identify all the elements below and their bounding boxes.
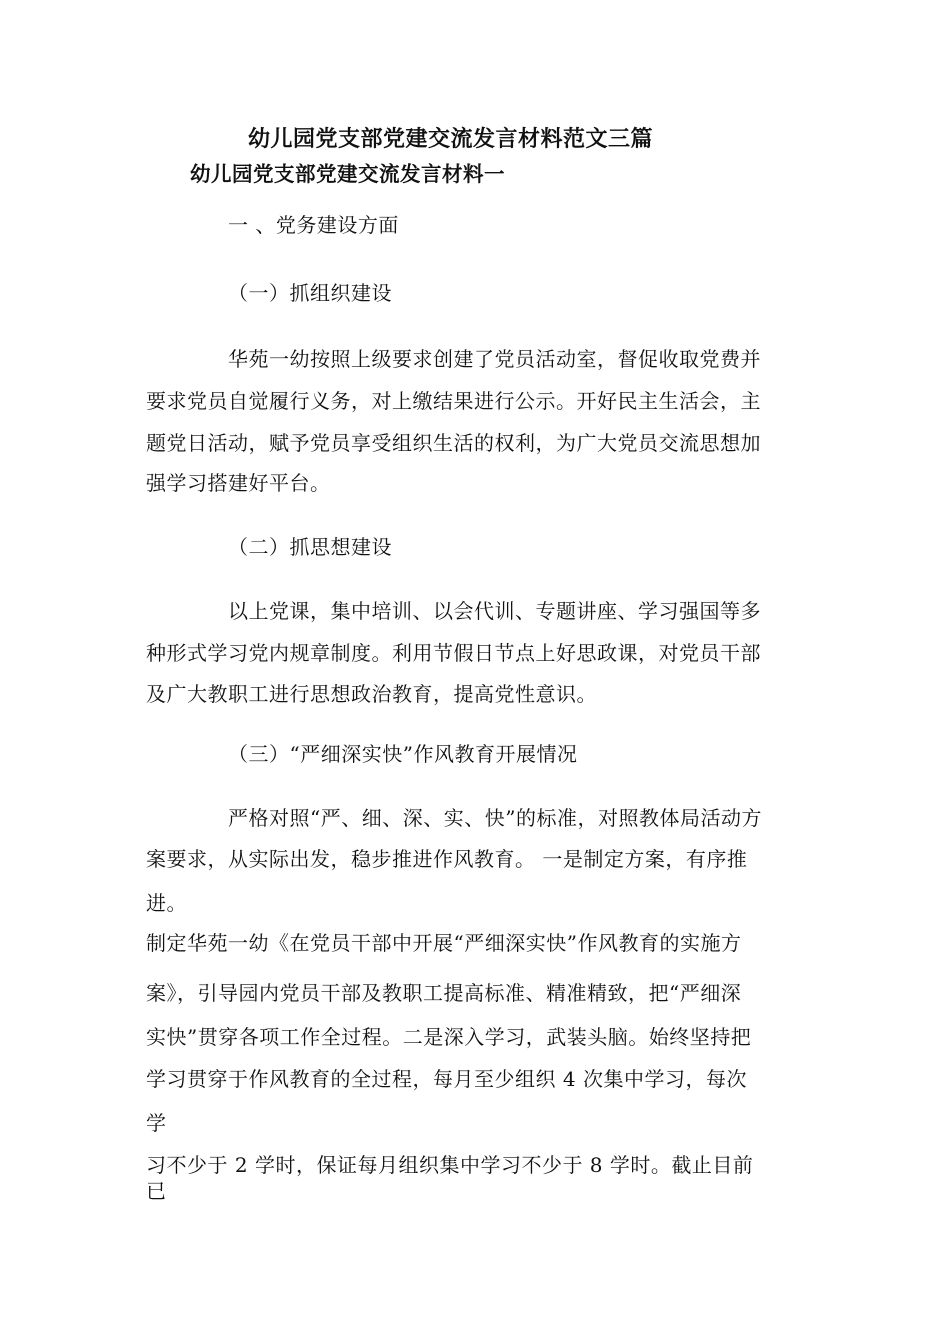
paragraph-line: 案要求，从实际出发，稳步推进作风教育。 一是制定方案，有序推 bbox=[146, 847, 748, 871]
paragraph-line: 种形式学习党内规章制度。利用节假日节点上好思政课，对党员干部 bbox=[146, 641, 761, 665]
paragraph-line: 制定华苑一幼《在党员干部中开展“严细深实快”作风教育的实施方 bbox=[146, 931, 742, 955]
document-subtitle: 幼儿园党支部党建交流发言材料一 bbox=[190, 162, 505, 186]
paragraph-line: 进。 bbox=[146, 891, 187, 915]
paragraph-line: 已 bbox=[146, 1179, 167, 1203]
paragraph-line: 案》，引导园内党员干部及教职工提高标准、精准精致，把“严细深 bbox=[146, 981, 742, 1005]
paragraph-line: 华苑一幼按照上级要求创建了党员活动室，督促收取党费并 bbox=[228, 347, 761, 371]
paragraph-line: 实快”贯穿各项工作全过程。二是深入学习，武装头脑。始终坚持把 bbox=[146, 1025, 752, 1049]
paragraph-line: 学习贯穿于作风教育的全过程，每月至少组织 4 次集中学习，每次 bbox=[146, 1067, 747, 1091]
paragraph-line: 及广大教职工进行思想政治教育，提高党性意识。 bbox=[146, 682, 597, 706]
part3-heading: （三）“严细深实快”作风教育开展情况 bbox=[228, 742, 578, 766]
paragraph-line: 习不少于 2 学时，保证每月组织集中学习不少于 8 学时。截止目前 bbox=[146, 1153, 754, 1177]
paragraph-line: 严格对照“严、细、深、实、快”的标准，对照教体局活动方 bbox=[228, 806, 762, 830]
paragraph-line: 学 bbox=[146, 1111, 167, 1135]
paragraph-line: 题党日活动，赋予党员享受组织生活的权利，为广大党员交流思想加 bbox=[146, 431, 761, 455]
part1-heading: （一）抓组织建设 bbox=[228, 281, 392, 305]
paragraph-line: 以上党课，集中培训、以会代训、专题讲座、学习强国等多 bbox=[228, 599, 761, 623]
paragraph-line: 强学习搭建好平台。 bbox=[146, 471, 331, 495]
document-title: 幼儿园党支部党建交流发言材料范文三篇 bbox=[248, 126, 654, 152]
paragraph-line: 要求党员自觉履行义务，对上缴结果进行公示。开好民主生活会，主 bbox=[146, 389, 761, 413]
section-heading: 一 、党务建设方面 bbox=[228, 213, 399, 237]
part2-heading: （二）抓思想建设 bbox=[228, 535, 392, 559]
